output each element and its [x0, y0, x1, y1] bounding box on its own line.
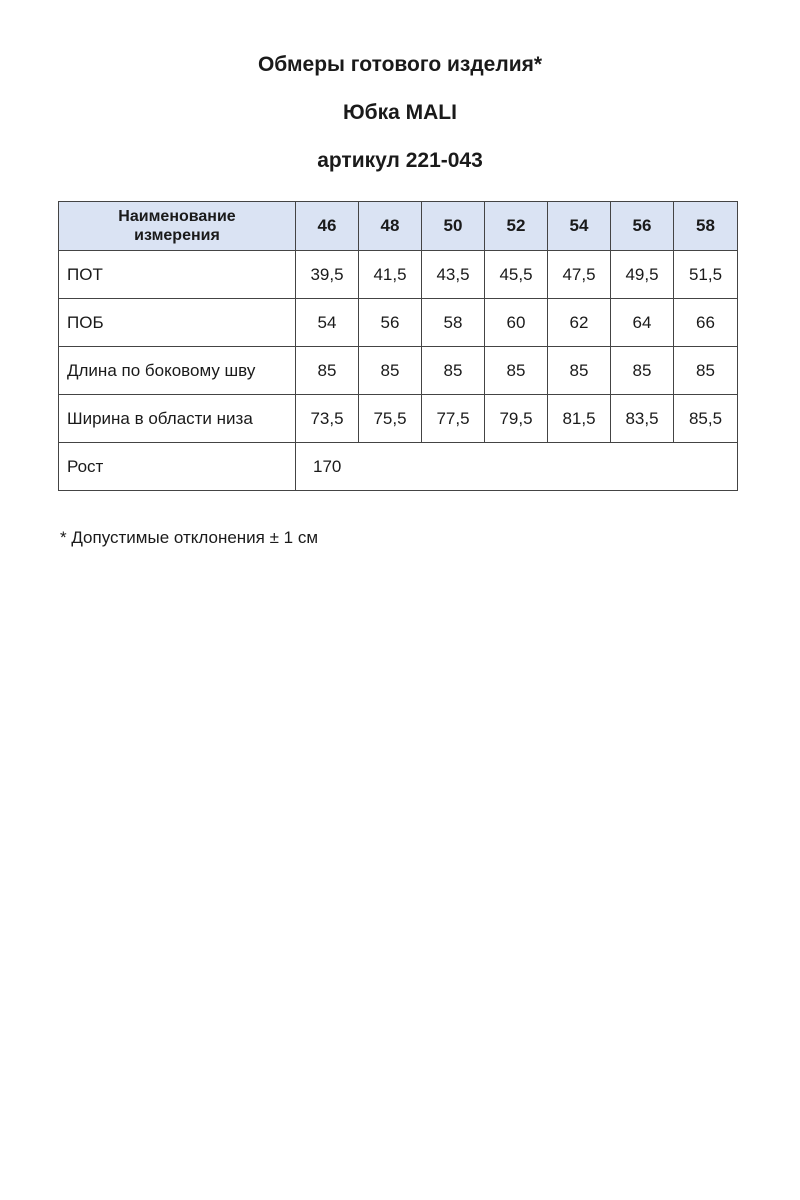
- table-cell: 73,5: [296, 395, 359, 443]
- table-cell: 39,5: [296, 251, 359, 299]
- measurement-name-header-line1: Наименование: [118, 208, 236, 225]
- table-cell: 85: [485, 347, 548, 395]
- row-label: Длина по боковому шву: [59, 347, 296, 395]
- table-cell: 75,5: [359, 395, 422, 443]
- table-cell: 64: [611, 299, 674, 347]
- table-cell: 47,5: [548, 251, 611, 299]
- table-row: [59, 251, 738, 299]
- size-header: 54: [548, 202, 611, 251]
- document-title: Обмеры готового изделия*: [257, 53, 543, 76]
- table-cell: 62: [548, 299, 611, 347]
- table-header-row: [59, 202, 738, 251]
- table-cell: 85: [422, 347, 485, 395]
- row-label: Ширина в области низа: [59, 395, 296, 443]
- table-cell: 49,5: [611, 251, 674, 299]
- size-header: 46: [296, 202, 359, 251]
- table-cell: 56: [359, 299, 422, 347]
- tolerance-footnote: * Допустимые отклонения ± 1 см: [60, 528, 319, 547]
- size-header: 58: [674, 202, 738, 251]
- table-row: [59, 299, 738, 347]
- table-cell: 45,5: [485, 251, 548, 299]
- size-header: 56: [611, 202, 674, 251]
- table-cell: 43,5: [422, 251, 485, 299]
- table-cell: 58: [422, 299, 485, 347]
- size-header: 48: [359, 202, 422, 251]
- table-cell: 79,5: [485, 395, 548, 443]
- table-cell: 85: [296, 347, 359, 395]
- table-cell: 60: [485, 299, 548, 347]
- table-row: [59, 395, 738, 443]
- table-cell: 54: [296, 299, 359, 347]
- table-cell: 66: [674, 299, 738, 347]
- table-row-height: [59, 443, 738, 491]
- table-cell: 85: [548, 347, 611, 395]
- row-label: Рост: [59, 443, 296, 491]
- measurement-name-header: [59, 202, 296, 251]
- table-row: [59, 347, 738, 395]
- height-value-cell: 170: [296, 443, 738, 491]
- measurement-name-header-line2: измерения: [134, 227, 220, 244]
- table-cell: 85: [359, 347, 422, 395]
- table-cell: 77,5: [422, 395, 485, 443]
- size-header: 50: [422, 202, 485, 251]
- table-cell: 83,5: [611, 395, 674, 443]
- table-cell: 85: [674, 347, 738, 395]
- row-label: ПОБ: [59, 299, 296, 347]
- row-label: ПОТ: [59, 251, 296, 299]
- article-number: артикул 221-043: [317, 149, 483, 172]
- table-cell: 85: [611, 347, 674, 395]
- table-cell: 41,5: [359, 251, 422, 299]
- table-cell: 85,5: [674, 395, 738, 443]
- measurements-table: [58, 201, 738, 491]
- table-cell: 81,5: [548, 395, 611, 443]
- product-name: Юбка MALI: [343, 101, 457, 124]
- size-header: 52: [485, 202, 548, 251]
- table-cell: 51,5: [674, 251, 738, 299]
